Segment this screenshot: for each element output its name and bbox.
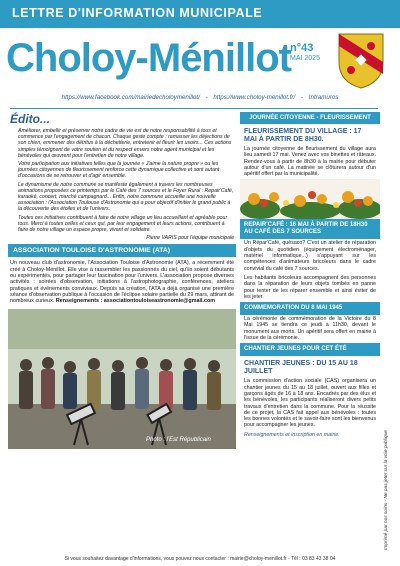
edito-heading: Édito... [10,112,50,126]
youth-worksite-footer: Renseignements et inscription en mairie. [244,431,340,438]
youth-worksite-body: La commission d'action sociale (CAS) organisera un chantier jeunes du 15 au 18 juillet, ouvert aux filles et garçons âgés de 16 à 18 ans. Encadrés par des élus et les bénévoles, les participants réaliseront divers petits travaux d'entretien dans la commune. Pour la réussite de ce projet, la CAS fait appel aux bénévoles : toutes les bonnes volontés et le savoir-faire sont les bienvenus pour accompagner les jeunes. [244,378,376,429]
edito-paragraph: Votre participation aux initiatives telles que la journée « J'aime la nature propre » ou les journées citoyennes de fleurissement renforce cette dynamique collective et sont autant d'occasions de se retrouver et d'agir ensemble. [18,161,220,180]
ata-body: Un nouveau club d'astronomie, l'Association Touloise d'Astronomie (ATA), a récemment été créé à Choloy-Ménillot. Elle vise à rassembler les passionnés du ciel, qu'ils soient débutants ou expérimentés, pour partager leur fascination pour l'univers. L'association propose diverses activités : soirées d'observation, initiations à l'astrophotographie, conférences, ateliers pratiques et événements conviviaux. Depuis sa création, l'ATA a déjà organisé une première séance d'observation publique à l'occasion de l'éclipse solaire partielle du 29 mars, attirant de nombreux curieux. Renseignements : associationtouloiseastronomie@gmail.com [10,260,234,305]
issue-number: n°43 [290,42,314,54]
facebook-link[interactable]: https://www.facebook.com/mairiedecholoymenillot/ [61,94,200,101]
repair-cafe-heading: REPAIR'CAFÉ : 16 MAI À PARTIR DE 18H30 AU CAFÉ DES 7 SOURCES [240,219,380,239]
group-photo-illustration [8,309,236,449]
edito-paragraph: Le dynamisme de notre commune se manifeste également à travers les nombreuses animations proposées ce printemps par le Café des 7 sources et le Foyer Rural : Repair'Café, karaoké, concert, marché campagnard... Enfin, notre commune accueille une nouvelle association : l'Association Toulouse d'Astronomie qui a pour objectif d'initier le grand public à la découverte des étoiles et de l'univers. [18,181,234,213]
header-band [0,0,400,28]
commemoration-heading: COMMEMORATION DU 8 MAI 1945 [240,302,380,315]
commemoration-body: La cérémonie de commémoration de la Victoire du 8 Mai 1945 se tiendra ce jeudi à 11h30, devant le monument aux morts. Un apéritif sera offert en mairie à l'issue de la cérémonie. [244,316,376,342]
masthead: Choloy-Ménillot [6,36,291,80]
coat-of-arms-icon [335,30,387,90]
citizen-day-body: La journée citoyenne de fleurissement du village aura lieu samedi 17 mai. Venez avec vos binettes et râteaux. Rendez-vous à partir de 8h30 à la mairie pour débuter autour d'un café. La matinée se clôturera autour d'un apéritif offert par la municipalité. [244,146,376,178]
edito-signature: Pierre VARIS pour l'équipe municipale [146,235,234,242]
footer-contact: Si vous souhaitez davantage d'informations, vous pouvez nous contacter : mairie@choloy-menillot.fr - Tél : 03 83 43 38 04 [64,556,336,562]
issue-block [290,42,320,62]
newsletter-title: LETTRE D'INFORMATION MUNICIPALE [12,6,263,20]
youth-worksite-heading: CHANTIER JEUNES POUR CET ÉTÉ [240,343,380,356]
ata-registration: Renseignements : associationtouloiseastronomie@gmail.com [55,298,216,305]
header-divider [10,108,378,109]
ata-heading: ASSOCIATION TOULOISE D'ASTRONOMIE (ATA) [8,244,236,257]
edito-paragraph: Améliorer, embellir et préserver notre cadre de vie est de notre responsabilité à tous et commence par l'engagement de chacun. Chaque geste compte : ramasser les déjections de son chien, emmener des détritus à la déchetterie, entretenir et fleurir les usoirs... Ces actions simples témoignent de votre soutien et du respect envers notre agent municipal et les bénévoles qui œuvrent pour l'entretien de notre village. [18,128,232,159]
side-strip-text: Imprimé par nos soins - Ne pas jeter sur la voie publique [384,430,389,550]
flowers-illustration [240,179,380,219]
citizen-day-subheading: FLEURISSEMENT DU VILLAGE : 17 MAI À PARTIR DE 8H30. [244,128,362,143]
left-column [8,112,236,558]
citizen-day-heading: JOURNÉE CITOYENNE - FLEURISSEMENT [240,112,380,124]
url-bar: https://www.facebook.com/mairiedecholoymenillot/ - https://www.choloy-menillot.fr/ - Intramuros [61,94,339,101]
edito-text [8,128,236,241]
issue-date: MAI 2025 [290,55,320,62]
side-strip [383,112,395,558]
ata-group-photo [8,309,236,449]
repair-cafe-body-2: Les habitants bricoleurs accompagnent des personnes dans la réparation de leurs objets tombés en panne pour tenter de les réparer ensemble et ainsi éviter de les jeter. [244,274,376,300]
repair-cafe-body: Un Répar'Café, quèsaco? C'est un atelier de réparation d'objets du quotidien (équipement électroménager, matériel informatique...) s'appuyant sur les compétences d'animateurs bricoleurs dans le cadre convivial du café des 7 sources. [244,240,376,272]
newsletter-header [0,0,400,110]
right-column [240,112,380,558]
edito-paragraph: Toutes ces initiatives contribuent à faire de notre village un lieu accueillant et agréable pour tous. Merci à toutes celles et ceux qui, par leur engagement et leurs actions, contribuent à faire de notre village un espace propre, vivant et solidaire. [18,214,228,234]
intramuros-link[interactable]: Intramuros [308,94,339,101]
photo-caption: Photo : l'Est Républicain [146,436,211,443]
website-link[interactable]: https://www.choloy-menillot.fr/ [213,94,296,101]
youth-worksite-subheading: CHANTIER JEUNES : DU 15 AU 18 JUILLET [244,360,358,376]
